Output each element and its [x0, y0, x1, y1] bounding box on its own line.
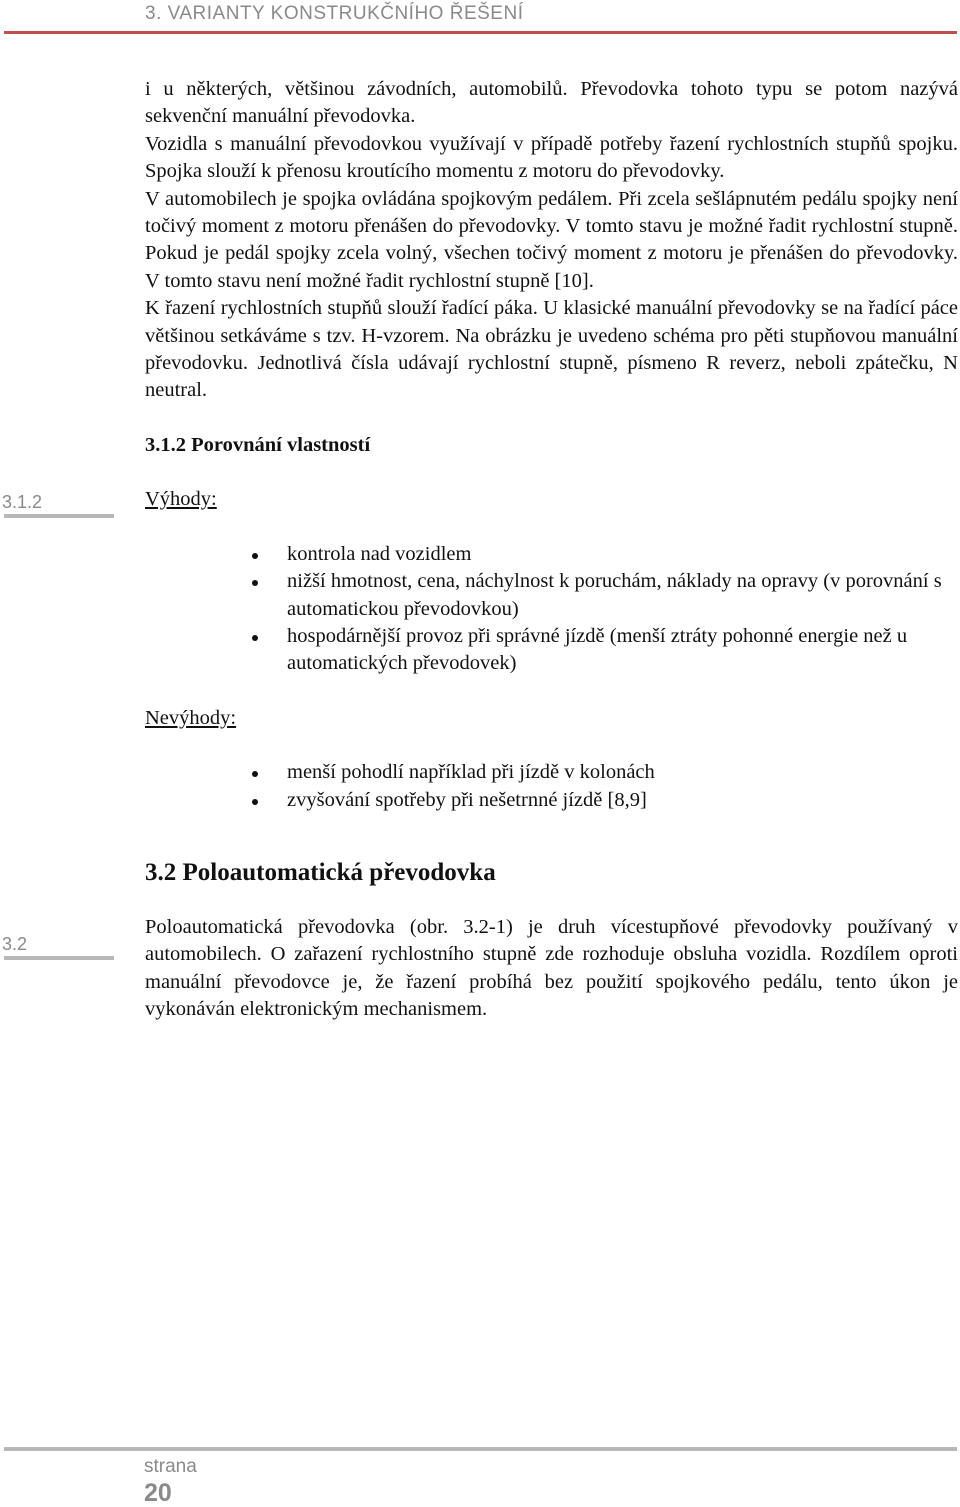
section-heading-32: 3.2 Poloautomatická převodovka — [145, 858, 496, 886]
list-item: nižší hmotnost, cena, náchylnost k poruchám, náklady na opravy (v porovnání s automatickou převodovkou) — [287, 568, 958, 623]
bullet-icon — [252, 771, 258, 777]
page-number: 20 — [144, 1479, 172, 1507]
footer-rule — [4, 1447, 957, 1451]
paragraph-clutch: Vozidla s manuální převodovkou využívají v případě potřeby řazení rychlostních stupňů spojku. Spojka slouží k přenosu kroutícího momentu z motoru do převodovky. — [145, 132, 958, 183]
margin-section-number-312: 3.1.2 — [2, 492, 43, 512]
bullet-icon — [252, 553, 258, 559]
bullet-icon — [252, 580, 258, 586]
paragraph-gear-lever: K řazení rychlostních stupňů slouží řadící páka. U klasické manuální převodovky se na řadící páce většinou setkáváme s tzv. H-vzorem. Na obrázku je uvedeno schéma pro pěti stupňovou manuální převodovku. Jednotlivá čísla udávají rychlostní stupně, písmeno R reverz, neboli zpátečku, N neutral. — [145, 297, 958, 402]
advantages-list — [145, 541, 958, 678]
disadvantages-label: Nevýhody: — [145, 706, 237, 729]
bullet-icon — [252, 799, 258, 805]
page-label: strana — [144, 1456, 197, 1477]
paragraph-sequential-gearbox: i u některých, většinou závodních, automobilů. Převodovka tohoto typu se potom nazývá sekvenční manuální převodovka. — [145, 78, 958, 128]
section-heading-312: 3.1.2 Porovnání vlastností — [145, 433, 371, 456]
disadvantages-list — [145, 759, 958, 814]
margin-section-number-32: 3.2 — [2, 934, 28, 954]
paragraph-clutch-pedal: V automobilech je spojka ovládána spojkovým pedálem. Při zcela sešlápnutém pedálu spojky není točivý moment z motoru přenášen do převodovky. V tomto stavu je možné řadit rychlostní stupně. Pokud je pedál spojky zcela volný, všechen točivý moment z motoru je přenášen do převodovky. V tomto stavu není možné řadit rychlostní stupně [10]. — [145, 187, 958, 292]
list-item: zvyšování spotřeby při nešetrnné jízdě [8,9] — [287, 787, 958, 814]
paragraph-semiautomatic: Poloautomatická převodovka (obr. 3.2-1) je druh vícestupňové převodovky používaný v automobilech. O zařazení rychlostního stupně zde rozhoduje obsluha vozidla. Rozdílem oproti manuální převodovce je, že řazení probíhá bez použití spojkového pedálu, tento úkon je vykonáván elektronickým mechanismem. — [145, 915, 958, 1021]
bullet-icon — [252, 635, 258, 641]
header-rule — [4, 31, 957, 34]
list-item: menší pohodlí například při jízdě v kolonách — [287, 759, 958, 786]
list-item: kontrola nad vozidlem — [287, 541, 958, 568]
chapter-header: 3. VARIANTY KONSTRUKČNÍHO ŘEŠENÍ — [145, 3, 524, 24]
list-item: hospodárnější provoz při správné jízdě (menší ztráty pohonné energie než u automatických převodovek) — [287, 623, 958, 678]
advantages-label: Výhody: — [145, 488, 217, 511]
margin-section-bar-312 — [4, 514, 114, 518]
margin-section-bar-32 — [4, 956, 114, 960]
page-content — [145, 76, 958, 1024]
